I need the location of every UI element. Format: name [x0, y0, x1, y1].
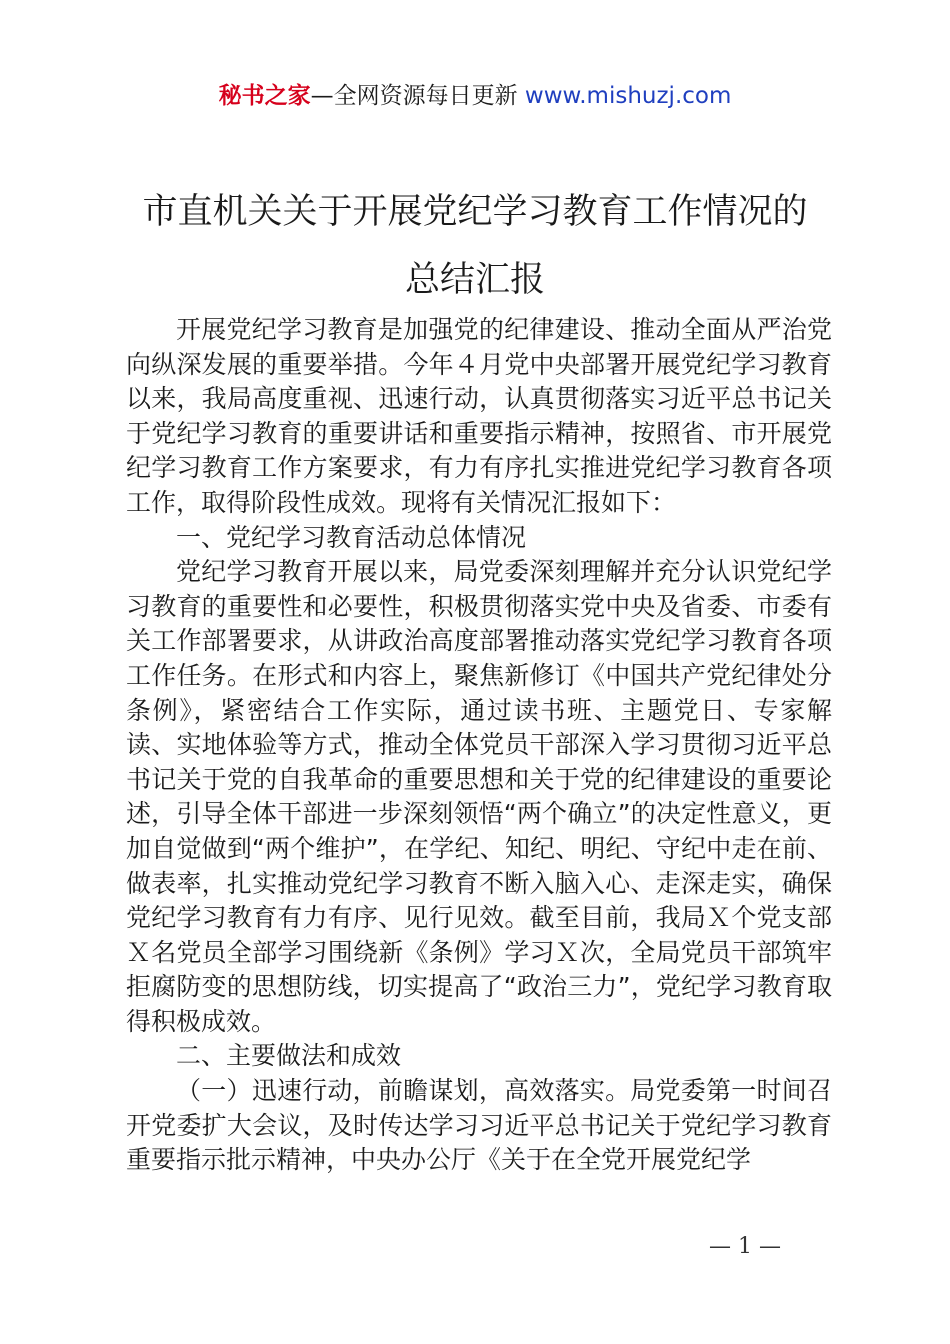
- intro-paragraph: 开展党纪学习教育是加强党的纪律建设、推动全面从严治党向纵深发展的重要举措。今年４月党中央部署开展党纪学习教育以来，我局高度重视、迅速行动，认真贯彻落实习近平总书记关于党纪学习教育的重要讲话和重要指示精神，按照省、市开展党纪学习教育工作方案要求，有力有序扎实推进党纪学习教育各项工作，取得阶段性成效。现将有关情况汇报如下：: [126, 315, 832, 517]
- section-heading-1: 一、党纪学习教育活动总体情况: [176, 522, 527, 552]
- document-body: [126, 313, 832, 1178]
- site-header: [0, 80, 950, 112]
- body-paragraph: （一）迅速行动，前瞻谋划，高效落实。局党委第一时间召开党委扩大会议，及时传达学习习近平总书记关于党纪学习教育重要指示批示精神，中央办公厅《关于在全党开展党纪学: [126, 1076, 832, 1175]
- document-title-line-1: 市直机关关于开展党纪学习教育工作情况的: [142, 192, 808, 232]
- page-number: — 1 —: [709, 1234, 781, 1259]
- site-brand: 秘书之家: [218, 83, 311, 109]
- document-title-line-2: 总结汇报: [404, 260, 545, 300]
- section-heading-2: 二、主要做法和成效: [176, 1041, 402, 1071]
- body-paragraph: 党纪学习教育开展以来，局党委深刻理解并充分认识党纪学习教育的重要性和必要性，积极贯彻落实党中央及省委、市委有关工作部署要求，从讲政治高度部署推动落实党纪学习教育各项工作任务。在形式和内容上，聚焦新修订《中国共产党纪律处分条例》，紧密结合工作实际，通过读书班、主题党日、专家解读、实地体验等方式，推动全体党员干部深入学习贯彻习近平总书记关于党的自我革命的重要思想和关于党的纪律建设的重要论述，引导全体干部进一步深刻领悟“两个确立”的决定性意义，更加自觉做到“两个维护”，在学纪、知纪、明纪、守纪中走在前、做表率，扎实推动党纪学习教育不断入脑入心、走深走实，确保党纪学习教育有力有序、见行见效。截至目前，我局Ｘ个党支部Ｘ名党员全部学习围绕新《条例》学习Ｘ次，全局党员干部筑牢拒腐防变的思想防线，切实提高了“政治三力”，党纪学习教育取得积极成效。: [126, 557, 832, 1036]
- site-tagline: —全网资源每日更新: [310, 83, 518, 109]
- site-url-link[interactable]: www.mishuzj.com: [524, 83, 732, 109]
